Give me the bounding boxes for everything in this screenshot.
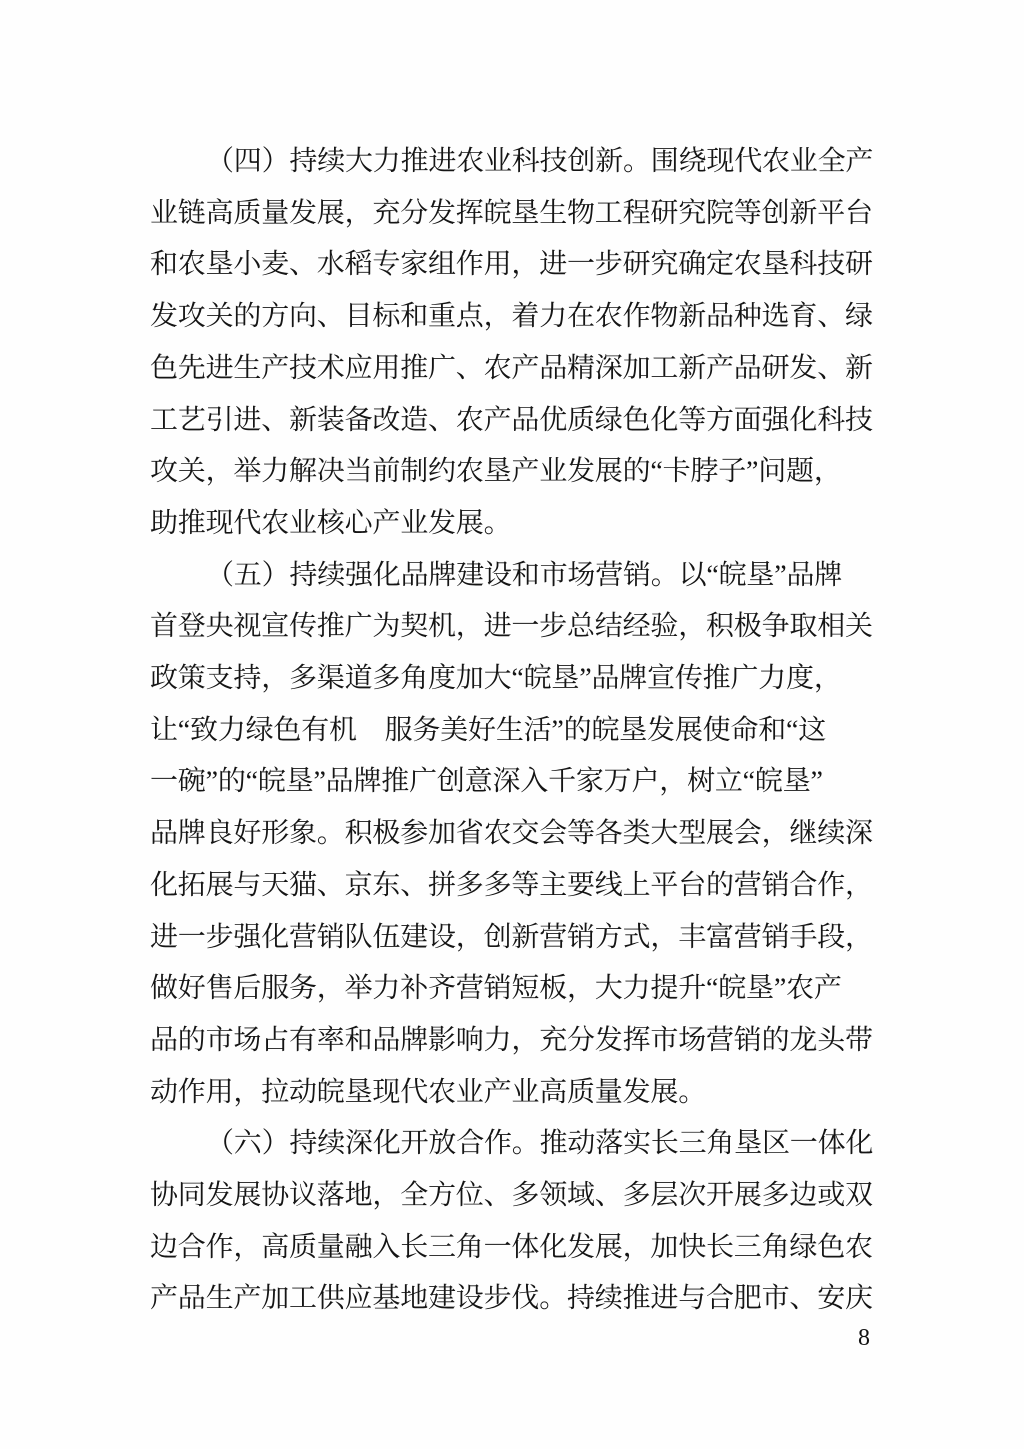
text-line: 助推现代农业核心产业发展。 (150, 507, 512, 539)
text-line: （四）持续大力推进农业科技创新。围绕现代农业全产 (206, 146, 874, 177)
text-line: 攻关，举力解决当前制约农垦产业发展的“卡脖子”问题， (150, 456, 842, 488)
text-line: 品牌良好形象。积极参加省农交会等各类大型展会，继续深 (150, 818, 873, 850)
document-body (150, 136, 872, 1325)
text-line: 协同发展协议落地，全方位、多领域、多层次开展多边或双 (150, 1180, 873, 1212)
text-line: 做好售后服务，举力补齐营销短板，大力提升“皖垦”农产 (150, 973, 842, 1005)
text-line: 发攻关的方向、目标和重点，着力在农作物新品种选育、绿 (150, 301, 873, 333)
text-line: 产品生产加工供应基地建设步伐。持续推进与合肥市、安庆 (150, 1283, 873, 1315)
text-line: 化拓展与天猫、京东、拼多多等主要线上平台的营销合作， (150, 869, 873, 901)
text-line: 边合作，高质量融入长三角一体化发展，加快长三角绿色农 (150, 1231, 873, 1263)
text-line: （五）持续强化品牌建设和市场营销。以“皖垦”品牌 (206, 559, 843, 591)
text-line: 政策支持，多渠道多角度加大“皖垦”品牌宣传推广力度， (150, 663, 842, 695)
text-line: 动作用，拉动皖垦现代农业产业高质量发展。 (150, 1076, 707, 1108)
page-number: 8 (858, 1325, 870, 1351)
text-line: 色先进生产技术应用推广、农产品精深加工新产品研发、新 (150, 352, 873, 384)
text-line: 一碗”的“皖垦”品牌推广创意深入千家万户，树立“皖垦” (150, 766, 823, 798)
text-line: 业链高质量发展，充分发挥皖垦生物工程研究院等创新平台 (150, 197, 873, 229)
text-line: 和农垦小麦、水稻专家组作用，进一步研究确定农垦科技研 (150, 249, 873, 281)
text-line: 品的市场占有率和品牌影响力，充分发挥市场营销的龙头带 (150, 1024, 873, 1056)
text-line: （六）持续深化开放合作。推动落实长三角垦区一体化 (206, 1128, 874, 1160)
text-line: 工艺引进、新装备改造、农产品优质绿色化等方面强化科技 (150, 404, 873, 436)
text-line: 首登央视宣传推广为契机，进一步总结经验，积极争取相关 (150, 611, 873, 643)
text-line: 进一步强化营销队伍建设，创新营销方式，丰富营销手段， (150, 921, 873, 953)
text-line: 让“致力绿色有机 服务美好生活”的皖垦发展使命和“这 (150, 714, 827, 746)
